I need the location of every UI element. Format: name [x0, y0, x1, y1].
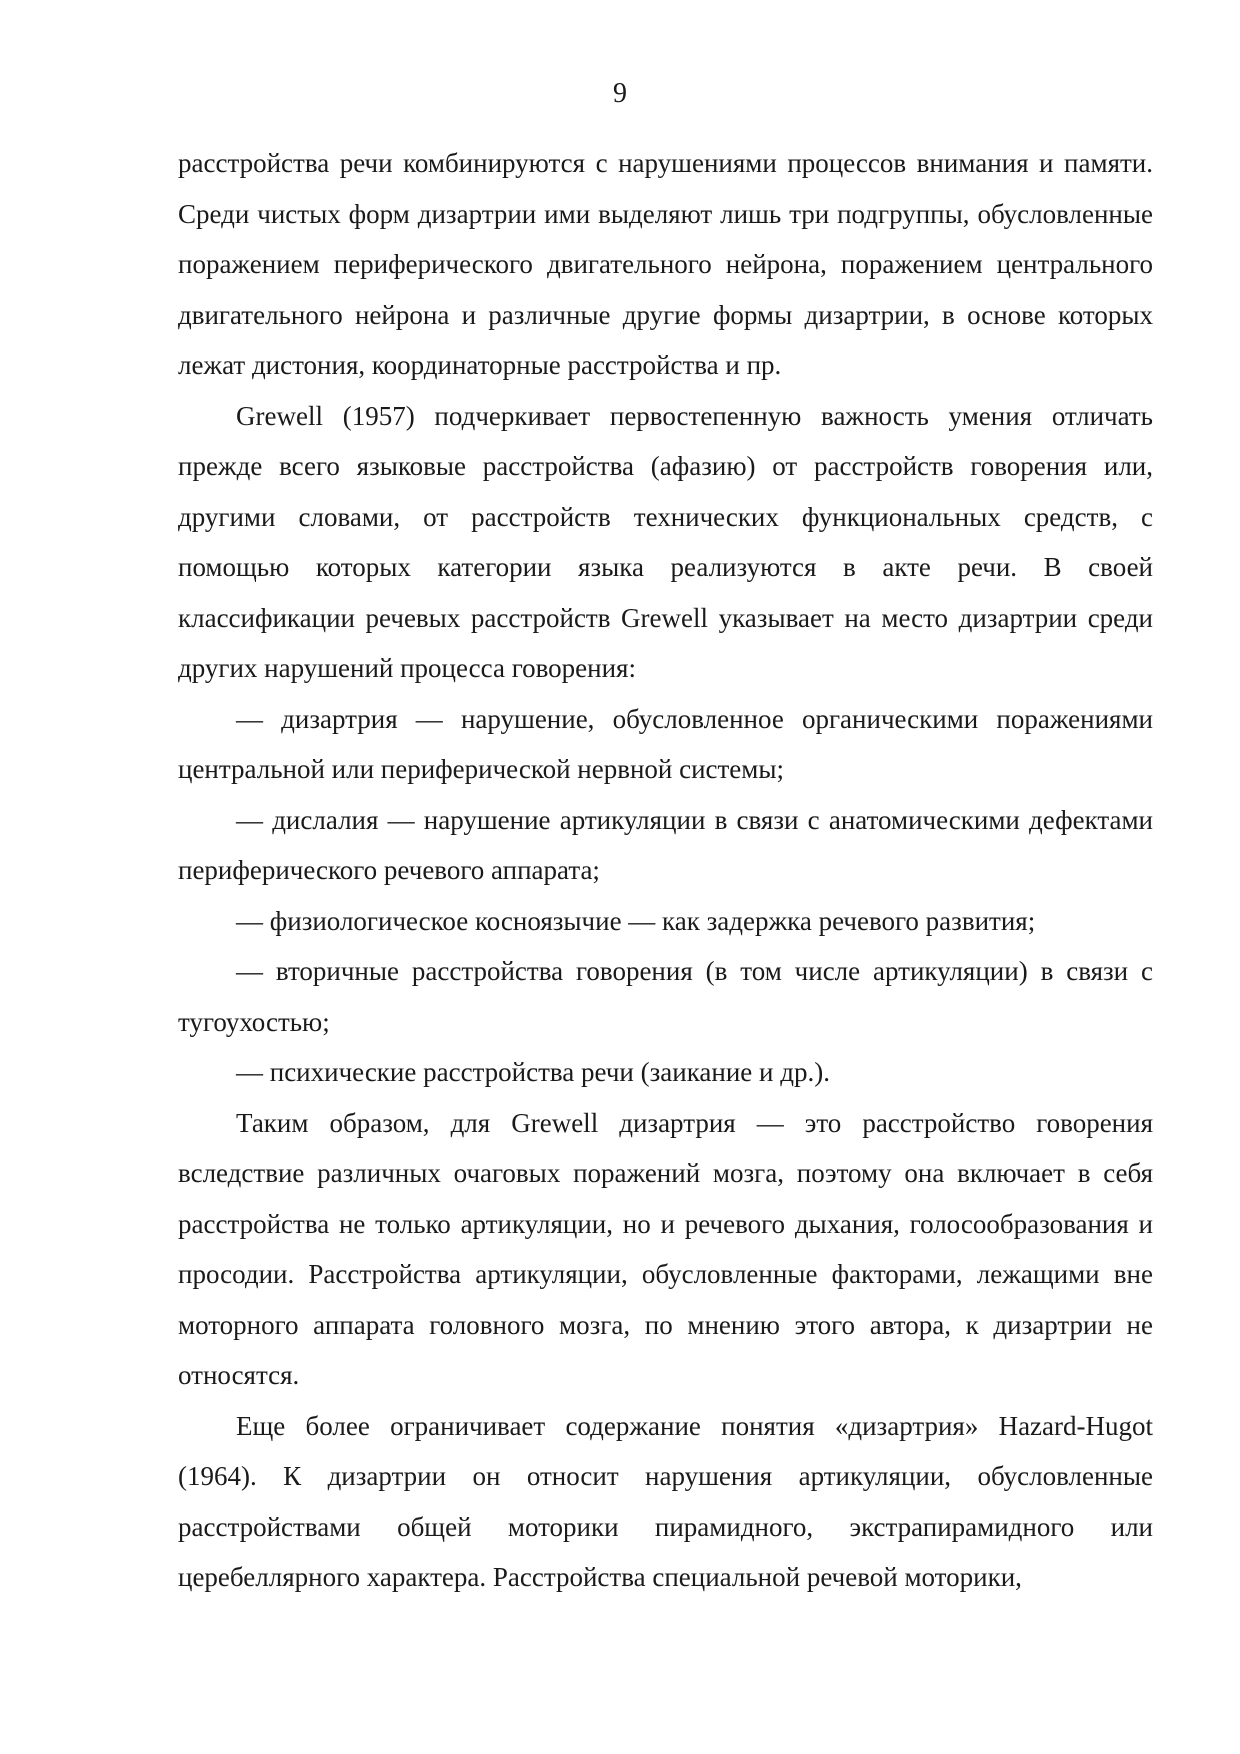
body-text: [178, 138, 1153, 1603]
paragraph-grewell-intro: Grewell (1957) подчеркивает первостепенную важность умения отличать прежде всего языковые расстройства (афазию) от расстройств говорения или, другими словами, от расстройств технических функциональных средств, с помощью которых категории языка реализуются в акте речи. В своей классификации речевых расстройств Grewell указывает на место дизартрии среди других нарушений процесса говорения:: [178, 400, 1153, 683]
list-item-dyslalia: — дислалия — нарушение артикуляции в связи с анатомическими дефектами периферического речевого аппарата;: [178, 804, 1153, 885]
list-item-secondary: — вторичные расстройства говорения (в том числе артикуляции) в связи с тугоухостью;: [178, 956, 1153, 1037]
list-item-physiological: — физиологическое косноязычие — как задержка речевого развития;: [236, 905, 1036, 936]
paragraph-hazard-hugot: Еще более ограничивает содержание понятия «дизартрия» Hazard-Hugot (1964). К дизартрии он относит нарушения артикуляции, обусловленные расстройствами общей моторики пирамидного, экстрапирамидного или церебеллярного характера. Расстройства специальной речевой моторики,: [178, 1410, 1153, 1592]
paragraph-continuation: расстройства речи комбинируются с нарушениями процессов внимания и памяти. Среди чистых форм дизартрии ими выделяют лишь три подгруппы, обусловленные поражением периферического двигательного нейрона, поражением центрального двигательного нейрона и различные другие формы дизартрии, в основе которых лежат дистония, координаторные расстройства и пр.: [178, 148, 1153, 380]
paragraph-conclusion: Таким образом, для Grewell дизартрия — это расстройство говорения вследствие различных очаговых поражений мозга, поэтому она включает в себя расстройства не только артикуляции, но и речевого дыхания, голосообразования и просодии. Расстройства артикуляции, обусловленные факторами, лежащими вне моторного аппарата головного мозга, по мнению этого автора, к дизартрии не относятся.: [178, 1107, 1153, 1390]
page-number: 9: [613, 78, 627, 109]
list-item-dysarthria: — дизартрия — нарушение, обусловленное органическими поражениями центральной или периферической нервной системы;: [178, 703, 1153, 784]
list-item-psychic: — психические расстройства речи (заикание и др.).: [236, 1057, 830, 1087]
